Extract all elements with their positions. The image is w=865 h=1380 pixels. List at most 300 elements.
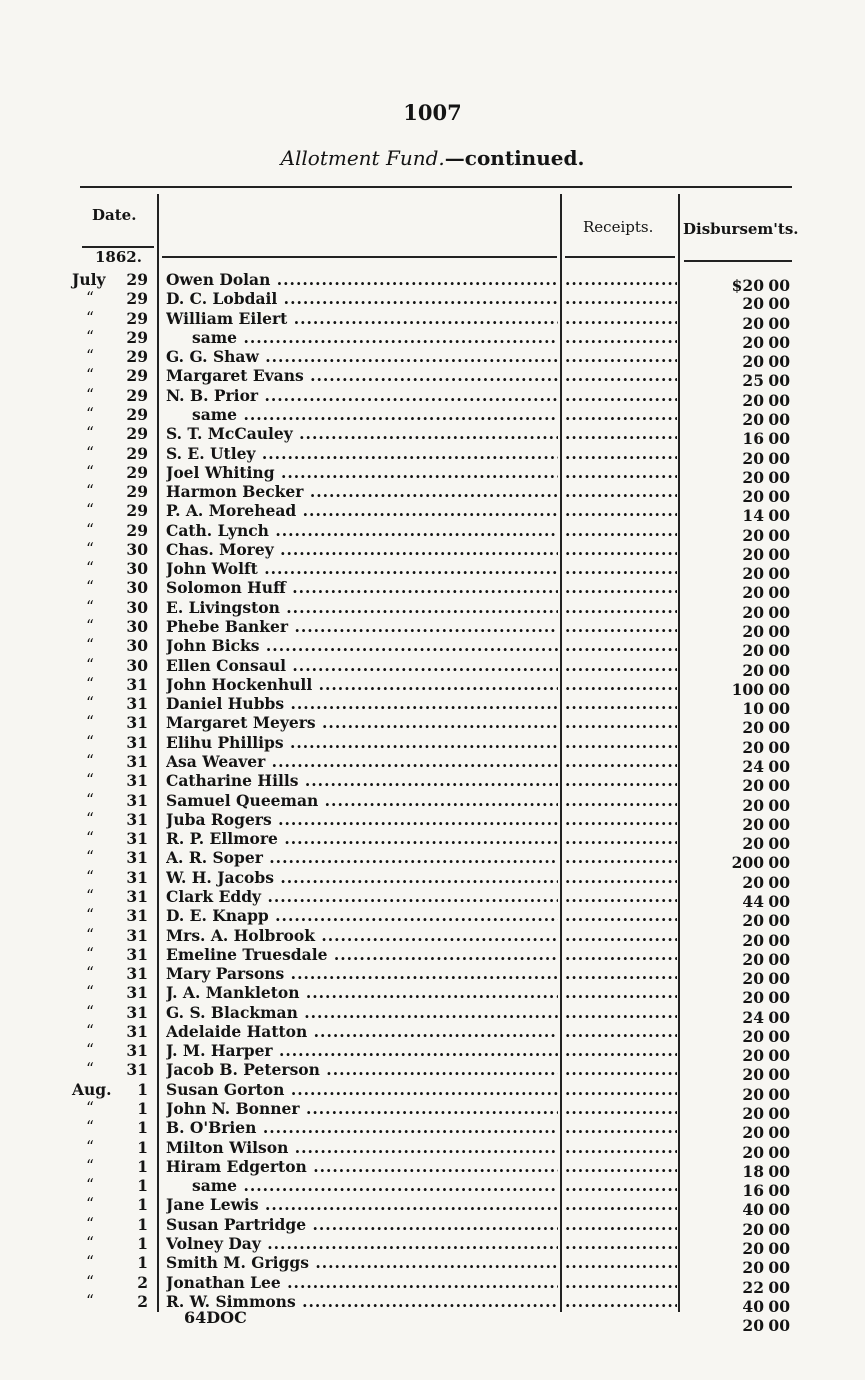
table-row <box>0 906 865 931</box>
row-day: 31 <box>126 964 148 984</box>
row-month: “ <box>86 1195 94 1214</box>
row-cents: 00 <box>768 911 790 931</box>
row-name: John Hockenhull ..... <box>166 675 558 694</box>
row-day: 1 <box>137 1099 148 1119</box>
row-cents: 00 <box>768 930 790 950</box>
row-name: William Eilert ..... <box>166 309 558 328</box>
row-dollars: 20 <box>742 1316 764 1336</box>
row-receipts-leader <box>565 328 677 347</box>
row-dollars: 20 <box>742 1123 764 1143</box>
table-row <box>0 771 865 796</box>
row-dollars: 20 <box>742 313 764 333</box>
row-month: “ <box>86 424 94 443</box>
row-cents: 00 <box>768 276 790 295</box>
row-month: “ <box>86 674 94 693</box>
row-name: Samuel Queeman ..... <box>166 791 558 810</box>
row-receipts-leader <box>565 713 677 732</box>
row-receipts-leader <box>565 578 677 597</box>
row-cents: 00 <box>768 737 790 757</box>
row-month: “ <box>86 1234 94 1252</box>
row-month: “ <box>86 617 94 636</box>
row-receipts-leader <box>565 1176 677 1195</box>
row-dollars: 20 <box>742 1104 764 1124</box>
row-name: D. E. Knapp ..... <box>166 906 558 925</box>
table-row <box>0 1137 865 1162</box>
row-receipts-leader <box>565 598 677 617</box>
row-month: “ <box>86 906 94 925</box>
row-month: “ <box>86 771 94 790</box>
row-cents: 00 <box>768 313 790 333</box>
row-month: “ <box>86 1291 94 1310</box>
row-month: “ <box>86 925 94 944</box>
row-name: Ellen Consaul ..... <box>166 656 558 675</box>
row-name: Jacob B. Peterson ..... <box>166 1060 558 1079</box>
row-cents: 00 <box>768 1026 790 1046</box>
row-name: Milton Wilson ..... <box>166 1138 558 1157</box>
row-day: 30 <box>126 617 148 637</box>
row-receipts-leader <box>565 848 677 867</box>
row-receipts-leader <box>565 1157 677 1176</box>
row-month: “ <box>86 327 94 346</box>
row-month: “ <box>86 1002 94 1021</box>
row-receipts-leader <box>565 926 677 945</box>
row-dollars: 20 <box>742 1026 764 1046</box>
row-receipts-leader <box>565 463 677 482</box>
row-day: 31 <box>126 906 148 926</box>
row-month: “ <box>86 732 94 751</box>
row-dollars: 14 <box>742 506 764 526</box>
row-day: 29 <box>126 327 148 347</box>
row-month: “ <box>86 404 94 423</box>
row-dollars: 20 <box>742 737 764 757</box>
row-receipts-leader <box>565 1292 677 1311</box>
row-cents: 00 <box>768 544 790 564</box>
row-month: “ <box>86 482 94 501</box>
row-day: 30 <box>126 655 148 675</box>
row-receipts-leader <box>565 617 677 636</box>
row-cents: 00 <box>768 487 790 507</box>
row-month: “ <box>86 539 94 558</box>
table-row <box>0 983 865 1008</box>
row-receipts-leader <box>565 540 677 559</box>
row-day: 30 <box>126 597 148 617</box>
row-dollars: 40 <box>742 1200 764 1220</box>
row-day: 31 <box>126 848 148 868</box>
table-row <box>0 655 865 680</box>
row-dollars: 20 <box>742 332 764 352</box>
table-row <box>0 636 865 661</box>
row-day: 29 <box>126 289 148 309</box>
row-day: 31 <box>126 1060 148 1080</box>
row-day: 31 <box>126 713 148 733</box>
row-month: “ <box>86 1253 94 1272</box>
row-cents: 00 <box>768 1161 790 1181</box>
row-dollars: 200 <box>731 853 764 873</box>
row-day: 30 <box>126 636 148 656</box>
row-day: 29 <box>126 482 148 502</box>
row-cents: 00 <box>768 1277 790 1297</box>
page-number: 1007 <box>403 100 462 125</box>
row-dollars: $20 <box>731 276 764 295</box>
row-receipts-leader <box>565 444 677 463</box>
table-row <box>0 886 865 911</box>
table-row <box>0 790 865 815</box>
row-name: John Bicks ..... <box>166 636 558 655</box>
row-cents: 00 <box>768 294 790 314</box>
row-dollars: 20 <box>742 1084 764 1104</box>
row-month: “ <box>86 443 94 462</box>
row-name: Mary Parsons ..... <box>166 964 558 983</box>
row-name: Jonathan Lee ..... <box>166 1273 558 1292</box>
row-month: “ <box>86 308 94 327</box>
table-row <box>0 597 865 622</box>
row-cents: 00 <box>768 1296 790 1316</box>
row-dollars: 20 <box>742 448 764 468</box>
row-receipts-leader <box>565 521 677 540</box>
row-name: Asa Weaver ..... <box>166 752 558 771</box>
row-month: “ <box>86 1137 94 1156</box>
row-receipts-leader <box>565 771 677 790</box>
row-day: 1 <box>137 1137 148 1157</box>
table-row <box>0 289 865 314</box>
row-name: P. A. Morehead ..... <box>166 501 558 520</box>
table-row <box>0 1099 865 1124</box>
row-receipts-leader <box>565 752 677 771</box>
row-month: “ <box>86 964 94 983</box>
table-row <box>0 1041 865 1066</box>
row-dollars: 20 <box>742 544 764 564</box>
row-name: Chas. Morey ..... <box>166 540 558 559</box>
row-cents: 00 <box>768 776 790 796</box>
row-name: Phebe Banker ..... <box>166 617 558 636</box>
row-month: “ <box>86 578 94 597</box>
row-dollars: 20 <box>742 988 764 1008</box>
row-cents: 00 <box>768 1316 790 1336</box>
row-receipts-leader <box>565 1215 677 1234</box>
row-receipts-leader <box>565 1118 677 1137</box>
row-dollars: 40 <box>742 1296 764 1316</box>
row-cents: 00 <box>768 699 790 719</box>
row-receipts-leader <box>565 810 677 829</box>
row-dollars: 20 <box>742 294 764 314</box>
row-day: 30 <box>126 578 148 598</box>
row-cents: 00 <box>768 1142 790 1162</box>
row-dollars: 20 <box>742 1219 764 1239</box>
row-dollars: 20 <box>742 602 764 622</box>
row-receipts-leader <box>565 270 677 289</box>
row-dollars: 20 <box>742 1046 764 1066</box>
row-name: R. P. Ellmore ..... <box>166 829 558 848</box>
row-cents: 00 <box>768 1181 790 1201</box>
row-day: 31 <box>126 809 148 829</box>
row-month: “ <box>86 520 94 539</box>
row-name: S. T. McCauley ..... <box>166 424 558 443</box>
row-dollars: 20 <box>742 1142 764 1162</box>
row-name: J. A. Mankleton ..... <box>166 983 558 1002</box>
row-dollars: 24 <box>742 1007 764 1027</box>
row-day: 31 <box>126 829 148 849</box>
row-day: 29 <box>126 347 148 367</box>
row-cents: 00 <box>768 506 790 526</box>
row-day: 31 <box>126 771 148 791</box>
table-row <box>0 539 865 564</box>
row-cents: 00 <box>768 891 790 911</box>
row-cents: 00 <box>768 409 790 429</box>
row-cents: 00 <box>768 352 790 372</box>
row-day: 1 <box>137 1234 148 1253</box>
row-name: Juba Rogers ..... <box>166 810 558 829</box>
row-month: “ <box>86 1099 94 1118</box>
row-name: Susan Gorton ..... <box>166 1080 558 1099</box>
row-day: 31 <box>126 732 148 752</box>
row-day: 29 <box>126 443 148 463</box>
row-dollars: 20 <box>742 930 764 950</box>
row-name: Jane Lewis ..... <box>166 1195 558 1214</box>
row-day: 31 <box>126 1041 148 1061</box>
row-dollars: 22 <box>742 1277 764 1297</box>
row-cents: 00 <box>768 1258 790 1278</box>
row-name: Smith M. Griggs ..... <box>166 1253 558 1272</box>
row-dollars: 16 <box>742 1181 764 1201</box>
row-name: B. O'Brien ..... <box>166 1118 558 1137</box>
row-name: Volney Day ..... <box>166 1234 558 1253</box>
row-day: 31 <box>126 867 148 887</box>
table-row <box>0 713 865 738</box>
row-dollars: 24 <box>742 757 764 776</box>
row-dollars: 20 <box>742 487 764 507</box>
row-cents: 00 <box>768 1239 790 1258</box>
footer-signature-mark: 64DOC <box>184 1308 247 1327</box>
row-dollars: 25 <box>742 371 764 391</box>
table-row <box>0 925 865 950</box>
row-receipts-leader <box>565 868 677 887</box>
row-name: Daniel Hubbs ..... <box>166 694 558 713</box>
row-dollars: 20 <box>742 776 764 796</box>
row-receipts-leader <box>565 675 677 694</box>
row-name: Adelaide Hatton ..... <box>166 1022 558 1041</box>
row-month: “ <box>86 1176 94 1195</box>
table-row <box>0 1176 865 1201</box>
row-dollars: 20 <box>742 1239 764 1258</box>
row-receipts-leader <box>565 482 677 501</box>
row-month: “ <box>86 867 94 886</box>
row-name: Mrs. A. Holbrook ..... <box>166 926 558 945</box>
row-dollars: 20 <box>742 795 764 815</box>
row-dollars: 20 <box>742 1258 764 1278</box>
row-dollars: 20 <box>742 814 764 834</box>
row-month: “ <box>86 1021 94 1040</box>
row-day: 31 <box>126 694 148 714</box>
table-row <box>0 347 865 372</box>
row-name: D. C. Lobdail ..... <box>166 289 558 308</box>
row-day: 31 <box>126 1021 148 1041</box>
row-month: Aug. <box>72 1079 112 1099</box>
row-receipts-leader <box>565 945 677 964</box>
row-cents: 00 <box>768 1219 790 1239</box>
row-day: 1 <box>137 1176 148 1196</box>
row-day: 31 <box>126 752 148 771</box>
row-name: same ..... <box>166 405 558 424</box>
row-cents: 00 <box>768 660 790 680</box>
row-cents: 00 <box>768 641 790 661</box>
row-receipts-leader <box>565 829 677 848</box>
table-row <box>0 559 865 584</box>
row-dollars: 20 <box>742 911 764 931</box>
row-name: Hiram Edgerton ..... <box>166 1157 558 1176</box>
row-receipts-leader <box>565 309 677 328</box>
row-month: “ <box>86 597 94 616</box>
row-cents: 00 <box>768 1123 790 1143</box>
row-day: 29 <box>126 308 148 328</box>
row-dollars: 20 <box>742 409 764 429</box>
row-month: “ <box>86 886 94 905</box>
row-receipts-leader <box>565 1080 677 1099</box>
row-cents: 00 <box>768 467 790 487</box>
table-row <box>0 944 865 969</box>
table-row <box>0 424 865 449</box>
top-rule <box>80 186 792 188</box>
row-month: “ <box>86 1060 94 1079</box>
row-month: “ <box>86 559 94 578</box>
row-name: Margaret Evans ..... <box>166 366 558 385</box>
row-cents: 00 <box>768 332 790 352</box>
table-row <box>0 694 865 719</box>
row-receipts-leader <box>565 656 677 675</box>
header-underline-receipts <box>565 256 675 258</box>
row-dollars: 20 <box>742 525 764 545</box>
row-name: N. B. Prior ..... <box>166 386 558 405</box>
row-month: “ <box>86 848 94 867</box>
row-name: John N. Bonner ..... <box>166 1099 558 1118</box>
row-name: E. Livingston ..... <box>166 598 558 617</box>
table-row <box>0 1156 865 1181</box>
row-month: “ <box>86 1272 94 1291</box>
row-dollars: 20 <box>742 834 764 854</box>
table-row <box>0 404 865 429</box>
row-cents: 00 <box>768 834 790 854</box>
row-name: G. G. Shaw ..... <box>166 347 558 366</box>
row-month: “ <box>86 636 94 655</box>
table-row <box>0 1234 865 1258</box>
row-cents: 00 <box>768 1046 790 1066</box>
row-day: 1 <box>137 1253 148 1273</box>
table-row <box>0 270 865 295</box>
header-underline-disbursements <box>684 260 792 262</box>
row-month: “ <box>86 983 94 1002</box>
row-name: Elihu Phillips ..... <box>166 733 558 752</box>
title-rest: —continued. <box>444 146 585 170</box>
row-day: 29 <box>126 404 148 424</box>
row-day: 31 <box>126 886 148 906</box>
row-receipts-leader <box>565 1060 677 1079</box>
row-day: 2 <box>137 1291 148 1311</box>
row-day: 1 <box>137 1214 148 1234</box>
row-month: “ <box>86 1041 94 1060</box>
row-dollars: 20 <box>742 660 764 680</box>
row-day: 1 <box>137 1195 148 1215</box>
row-receipts-leader <box>565 887 677 906</box>
row-cents: 00 <box>768 622 790 642</box>
row-day: 1 <box>137 1118 148 1138</box>
table-row <box>0 1079 865 1104</box>
row-receipts-leader <box>565 983 677 1002</box>
row-name: A. R. Soper ..... <box>166 848 558 867</box>
row-day: 1 <box>137 1156 148 1176</box>
row-dollars: 100 <box>731 679 764 699</box>
row-month: “ <box>86 462 94 481</box>
row-dollars: 20 <box>742 1065 764 1085</box>
row-name: Susan Partridge ..... <box>166 1215 558 1234</box>
row-cents: 00 <box>768 1065 790 1085</box>
row-name: Cath. Lynch ..... <box>166 521 558 540</box>
row-name: Solomon Huff ..... <box>166 578 558 597</box>
row-day: 1 <box>137 1079 148 1099</box>
header-disbursements: Disbursem'ts. <box>683 220 799 238</box>
row-name: same ..... <box>166 1176 558 1195</box>
row-amount <box>710 1316 794 1335</box>
row-dollars: 20 <box>742 583 764 603</box>
row-month: “ <box>86 501 94 520</box>
row-cents: 00 <box>768 602 790 622</box>
row-receipts-leader <box>565 1273 677 1292</box>
table-row <box>0 1060 865 1085</box>
row-cents: 00 <box>768 390 790 410</box>
row-receipts-leader <box>565 694 677 713</box>
table-row <box>0 1118 865 1143</box>
table-row <box>0 732 865 757</box>
row-day: 31 <box>126 1002 148 1022</box>
row-cents: 00 <box>768 679 790 699</box>
row-month: “ <box>86 790 94 809</box>
table-row <box>0 462 865 487</box>
table-row <box>0 1214 865 1239</box>
table-row <box>0 752 865 776</box>
row-day: 2 <box>137 1272 148 1292</box>
row-cents: 00 <box>768 1084 790 1104</box>
row-cents: 00 <box>768 872 790 892</box>
row-day: 29 <box>126 462 148 482</box>
table-row <box>0 1002 865 1027</box>
table-row <box>0 1195 865 1220</box>
row-day: 29 <box>126 520 148 540</box>
row-name: Joel Whiting ..... <box>166 463 558 482</box>
row-month: “ <box>86 1214 94 1233</box>
row-month: “ <box>86 713 94 732</box>
table-row <box>0 520 865 545</box>
row-receipts-leader <box>565 501 677 520</box>
table-row <box>0 617 865 642</box>
row-receipts-leader <box>565 1195 677 1214</box>
row-cents: 00 <box>768 371 790 391</box>
row-month: “ <box>86 1156 94 1175</box>
row-receipts-leader <box>565 964 677 983</box>
row-dollars: 20 <box>742 641 764 661</box>
row-day: 29 <box>126 385 148 405</box>
row-day: 30 <box>126 539 148 559</box>
row-receipts-leader <box>565 366 677 385</box>
row-month: “ <box>86 694 94 713</box>
row-cents: 00 <box>768 1200 790 1220</box>
row-receipts-leader <box>565 1022 677 1041</box>
row-cents: 00 <box>768 1104 790 1124</box>
row-month: “ <box>86 829 94 848</box>
table-row <box>0 1291 865 1316</box>
header-underline-description <box>162 256 557 258</box>
row-month: “ <box>86 366 94 385</box>
row-receipts-leader <box>565 347 677 366</box>
header-receipts: Receipts. <box>583 218 654 236</box>
row-month: “ <box>86 289 94 308</box>
